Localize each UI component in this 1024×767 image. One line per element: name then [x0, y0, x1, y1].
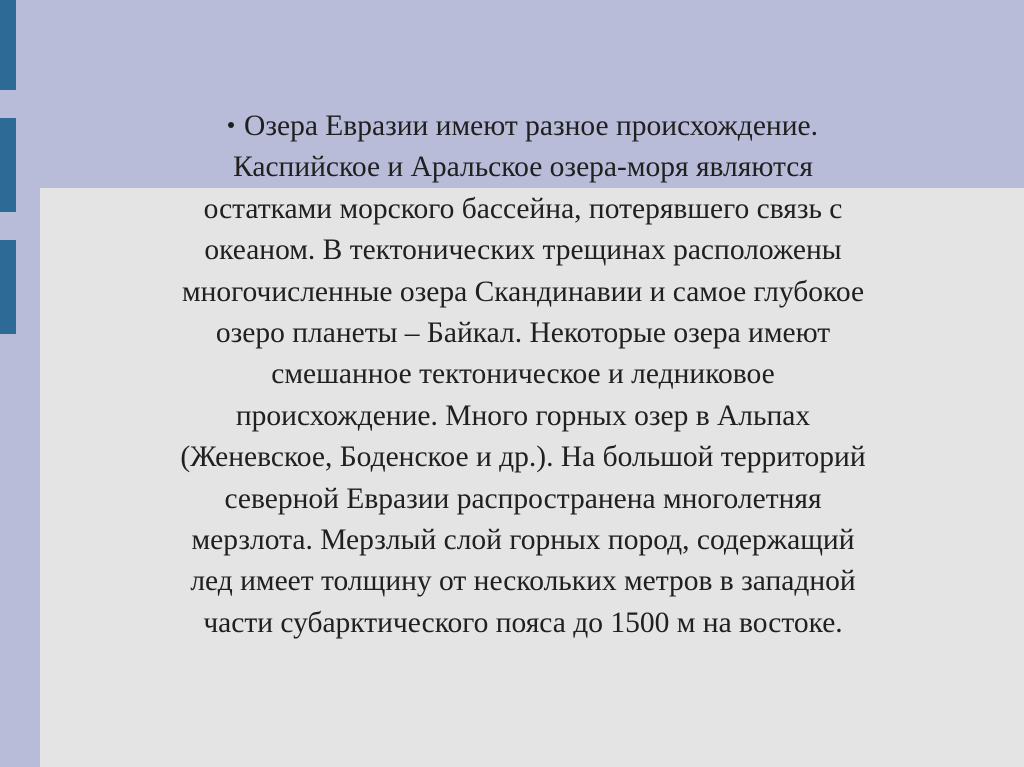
paragraph-line: части субарктического пояса до 1500 м на востоке. [203, 606, 843, 639]
bullet-dot-icon [228, 122, 234, 128]
paragraph-line [100, 106, 946, 147]
paragraph-line: мерзлота. Мерзлый слой горных пород, содержащий [191, 524, 855, 557]
paragraph-line: (Женевское, Боденское и др.). На большой территорий [180, 441, 866, 474]
paragraph-line: смешанное тектоническое и ледниковое [271, 358, 775, 391]
paragraph-line: лед имеет толщину от нескольких метров в западной [190, 565, 856, 598]
accent-bar-middle [0, 118, 16, 212]
paragraph-line: остатками морского бассейна, потерявшего связь с [203, 192, 843, 225]
paragraph-line: озеро планеты – Байкал. Некоторые озера имеют [215, 317, 831, 350]
paragraph-line: происхождение. Много горных озер в Альпах [235, 399, 811, 432]
paragraph-line: северной Евразии распространена многолетняя [224, 482, 822, 515]
paragraph-line: океаном. В тектонических трещинах расположены [204, 234, 842, 267]
accent-bar-top [0, 0, 16, 90]
bullet-paragraph [100, 106, 946, 644]
paragraph-line: Каспийское и Аральское озера-моря являются [233, 151, 813, 184]
paragraph-line-text: Озера Евразии имеют разное происхождение. [244, 110, 818, 142]
paragraph-line: многочисленные озера Скандинавии и самое глубокое [181, 275, 865, 308]
accent-bar-bottom [0, 240, 16, 334]
